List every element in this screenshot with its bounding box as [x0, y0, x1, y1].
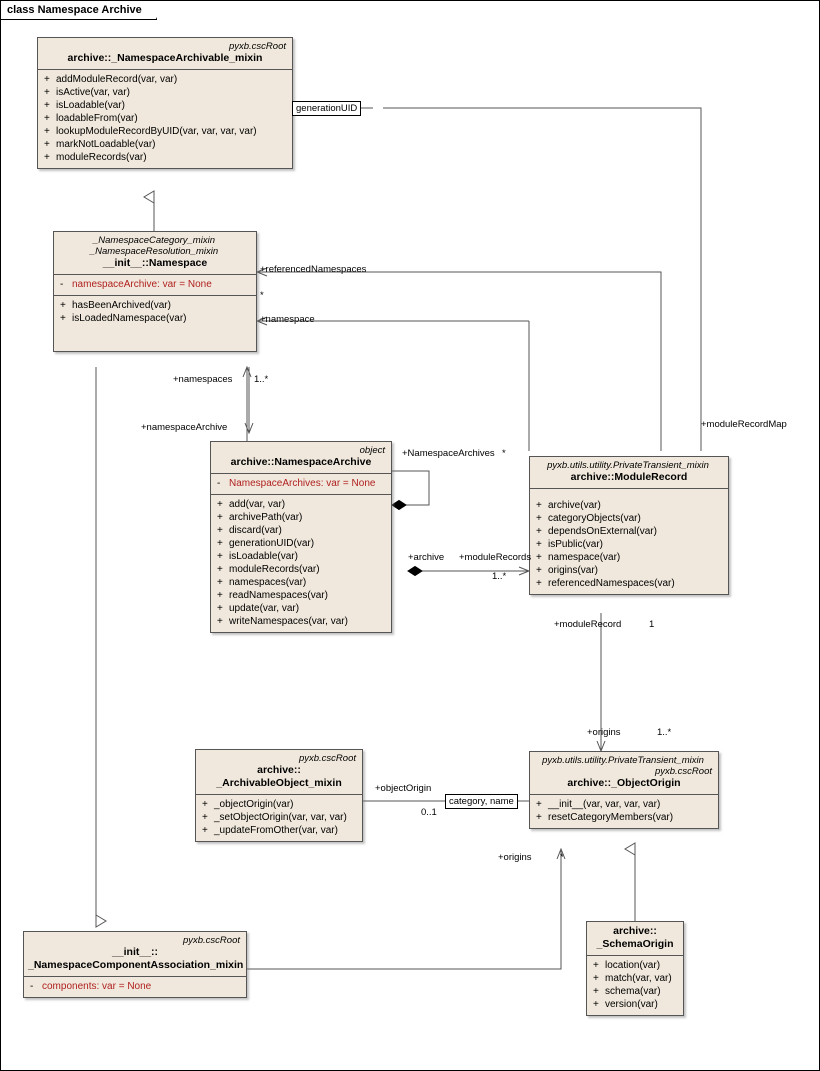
- label-namespace-role: +namespace: [260, 314, 315, 325]
- label-generation-uid: generationUID: [292, 101, 361, 116]
- class-namespace-archive[interactable]: [210, 441, 392, 633]
- operation-row: + isLoadable(var): [44, 100, 125, 111]
- label-archive-role: +archive: [408, 552, 445, 563]
- class-name-line2: _SchemaOrigin: [596, 938, 674, 950]
- attributes-compartment: [24, 977, 246, 997]
- operation-row: + isActive(var, var): [44, 87, 130, 98]
- label-module-record-role: +moduleRecord: [554, 619, 622, 630]
- label-module-record-mult: 1: [649, 619, 655, 630]
- operations-compartment: [38, 70, 292, 168]
- class-header: [587, 922, 683, 955]
- label-referenced-namespaces: +referencedNamespaces: [260, 264, 367, 275]
- class-object-origin[interactable]: [529, 751, 719, 829]
- class-header: [530, 457, 728, 488]
- label-object-origin-role: +objectOrigin: [375, 783, 432, 794]
- class-header: [24, 932, 246, 976]
- class-name-line1: __init__::: [111, 946, 159, 958]
- class-header: [211, 442, 391, 473]
- operation-row: + _updateFromOther(var, var): [202, 825, 338, 836]
- label-referenced-namespaces-mult: *: [260, 290, 264, 301]
- operation-row: + markNotLoadable(var): [44, 139, 156, 150]
- attribute-row: - namespaceArchive: var = None: [60, 279, 212, 290]
- class-name: archive::NamespaceArchive: [230, 456, 372, 468]
- class-stereotype: object: [359, 445, 385, 456]
- operations-compartment: [530, 489, 728, 594]
- class-schema-origin[interactable]: [586, 921, 684, 1016]
- class-stereotype-line2: pyxb.cscRoot: [654, 766, 712, 777]
- label-namespace-archives-role: +NamespaceArchives: [402, 448, 495, 459]
- operations-compartment: [530, 795, 718, 828]
- class-stereotype: pyxb.utils.utility.PrivateTransient_mixin: [547, 460, 709, 471]
- operation-row: + location(var): [593, 960, 661, 971]
- class-header: [196, 750, 362, 794]
- operation-row: + discard(var): [217, 525, 282, 536]
- class-name-line2: _NamespaceComponentAssociation_mixin: [28, 959, 244, 971]
- operation-row: + add(var, var): [217, 499, 286, 510]
- class-stereotype: pyxb.cscRoot: [298, 753, 356, 764]
- label-module-records-mult: 1..*: [492, 571, 507, 582]
- operations-compartment: [211, 495, 391, 632]
- class-header: [38, 38, 292, 69]
- operation-row: + isLoadedNamespace(var): [60, 313, 187, 324]
- class-stereotype: pyxb.cscRoot: [228, 41, 286, 52]
- label-origins-role-bottom: +origins: [498, 852, 532, 863]
- attribute-row: - components: var = None: [30, 981, 152, 992]
- class-stereotype-line1: _NamespaceCategory_mixin: [93, 235, 215, 246]
- operation-row: + namespaces(var): [217, 577, 307, 588]
- spacer: [532, 492, 726, 499]
- label-origins-mult-bottom: *: [560, 852, 564, 863]
- label-namespaces-role: +namespaces: [173, 374, 233, 385]
- operations-compartment: [196, 795, 362, 841]
- class-namespace[interactable]: [53, 231, 257, 352]
- label-object-origin-mult: 0..1: [421, 807, 437, 818]
- label-namespaces-mult: 1..*: [254, 374, 269, 385]
- label-category-name: category, name: [445, 794, 518, 809]
- operation-row: + generationUID(var): [217, 538, 315, 549]
- operation-row: + moduleRecords(var): [217, 564, 320, 575]
- class-namespace-component-association-mixin[interactable]: [23, 931, 247, 998]
- operation-row: + lookupModuleRecordByUID(var, var, var, var): [44, 126, 257, 137]
- operation-row: + readNamespaces(var): [217, 590, 328, 601]
- diagram-title-tab: class Namespace Archive: [1, 1, 157, 20]
- operation-row: + _setObjectOrigin(var, var, var): [202, 812, 347, 823]
- label-module-record-map: +moduleRecordMap: [701, 419, 787, 430]
- label-namespace-archive-role: +namespaceArchive: [141, 422, 228, 433]
- operation-row: + origins(var): [536, 565, 599, 576]
- attributes-compartment: [54, 275, 256, 295]
- operation-row: + match(var, var): [593, 973, 672, 984]
- class-name: archive::ModuleRecord: [570, 471, 688, 483]
- class-stereotype: pyxb.cscRoot: [182, 935, 240, 946]
- label-namespace-archives-mult: *: [502, 448, 506, 459]
- class-module-record[interactable]: [529, 456, 729, 595]
- operation-row: + __init__(var, var, var, var): [536, 799, 661, 810]
- operation-row: + referencedNamespaces(var): [536, 578, 675, 589]
- operation-row: + archive(var): [536, 500, 601, 511]
- operation-row: + schema(var): [593, 986, 661, 997]
- class-name-line2: _ArchivableObject_mixin: [216, 777, 342, 789]
- operation-row: + moduleRecords(var): [44, 152, 147, 163]
- operation-row: + version(var): [593, 999, 658, 1010]
- class-namespace-archivable-mixin[interactable]: [37, 37, 293, 169]
- label-origins-mult-top: 1..*: [657, 727, 672, 738]
- operation-row: + categoryObjects(var): [536, 513, 641, 524]
- class-name: archive::_NamespaceArchivable_mixin: [67, 52, 263, 64]
- class-name: __init__::Namespace: [102, 257, 208, 269]
- operation-row: + addModuleRecord(var, var): [44, 74, 178, 85]
- class-name-line1: archive::: [257, 764, 301, 776]
- class-archivable-object-mixin[interactable]: [195, 749, 363, 842]
- operation-row: + resetCategoryMembers(var): [536, 812, 674, 823]
- operation-row: + namespace(var): [536, 552, 621, 563]
- attribute-row: - NamespaceArchives: var = None: [217, 478, 376, 489]
- label-origins-role-top: +origins: [587, 727, 621, 738]
- class-header: [54, 232, 256, 274]
- operation-row: + dependsOnExternal(var): [536, 526, 657, 537]
- class-stereotype-line1: pyxb.utils.utility.PrivateTransient_mixin: [542, 755, 704, 766]
- class-name: archive::_ObjectOrigin: [567, 777, 681, 789]
- operation-row: + archivePath(var): [217, 512, 303, 523]
- operation-row: + hasBeenArchived(var): [60, 300, 171, 311]
- label-module-records-role: +moduleRecords: [459, 552, 532, 563]
- spacer: [56, 325, 254, 347]
- operations-compartment: [54, 296, 256, 351]
- operation-row: + update(var, var): [217, 603, 300, 614]
- operations-compartment: [587, 956, 683, 1015]
- class-header: [530, 752, 718, 794]
- operation-row: + _objectOrigin(var): [202, 799, 294, 810]
- class-name-line1: archive::: [613, 925, 657, 937]
- operation-row: + writeNamespaces(var, var): [217, 616, 348, 627]
- operation-row: + isPublic(var): [536, 539, 604, 550]
- attributes-compartment: [211, 474, 391, 494]
- class-stereotype-line2: _NamespaceResolution_mixin: [89, 246, 219, 257]
- operation-row: + isLoadable(var): [217, 551, 298, 562]
- operation-row: + loadableFrom(var): [44, 113, 138, 124]
